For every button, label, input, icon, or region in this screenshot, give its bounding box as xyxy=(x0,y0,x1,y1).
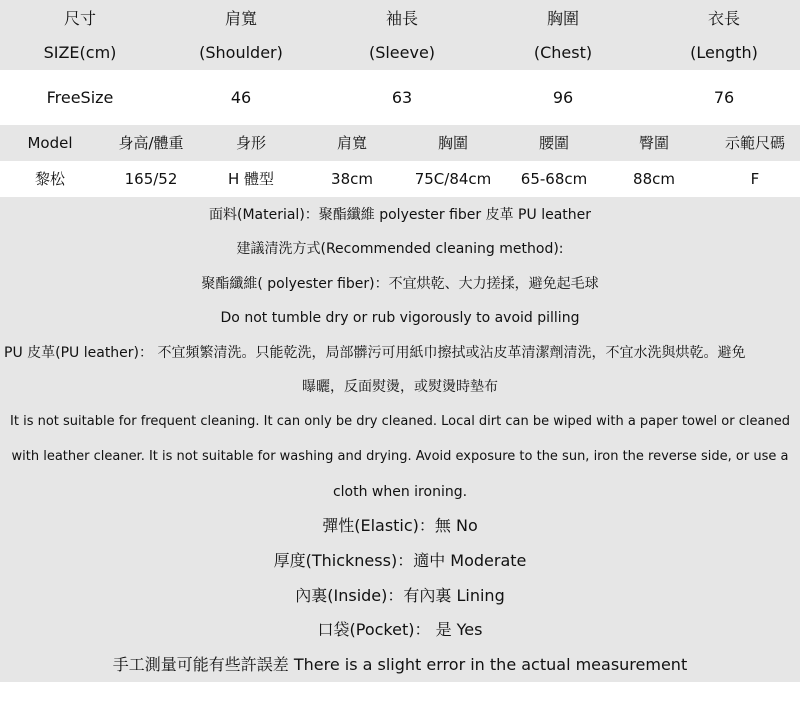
measurement-error-line: 手工測量可能有些許誤差 There is a slight error in the actual measurement xyxy=(112,655,688,674)
size-table-row xyxy=(0,70,800,125)
cleaning-title: 建議清洗方式(Recommended cleaning method): xyxy=(236,241,564,257)
size-header-en-length: (Length) xyxy=(690,43,758,62)
polyester-care-zh: 聚酯纖維( polyester fiber)：不宜烘乾、大力搓揉，避免起毛球 xyxy=(201,276,599,292)
model-cell-body-type: H 體型 xyxy=(227,170,275,188)
pu-care-en-line-3: cloth when ironing. xyxy=(332,484,468,500)
thickness-line: 厚度(Thickness)：適中 Moderate xyxy=(273,551,527,570)
model-cell-hips: 88cm xyxy=(633,170,675,188)
size-header-zh-sleeve: 袖長 xyxy=(385,9,419,28)
pu-care-en-line-1: It is not suitable for frequent cleaning. It can only be dry cleaned. Local dirt can be wiped with a paper towel or cleaned xyxy=(10,414,790,429)
model-header-body-type: 身形 xyxy=(235,134,267,152)
size-cell-sleeve: 63 xyxy=(391,88,413,107)
pocket-line: 口袋(Pocket)： 是 Yes xyxy=(317,620,483,639)
size-table-header xyxy=(0,0,800,70)
size-header-zh-shoulder: 肩寬 xyxy=(224,9,258,28)
model-header-model: Model xyxy=(27,134,73,152)
size-header-zh-length: 衣長 xyxy=(707,9,741,28)
pu-care-zh-line-1: PU 皮革(PU leather)： 不宜頻繁清洗。只能乾洗，局部髒污可用紙巾擦拭或沾皮革清潔劑清洗，不宜水洗與烘乾。避免 xyxy=(4,345,746,361)
size-header-en-shoulder: (Shoulder) xyxy=(199,43,283,62)
size-header-zh-chest: 胸圍 xyxy=(546,9,580,28)
model-header-chest: 胸圍 xyxy=(437,134,469,152)
model-cell-name: 黎松 xyxy=(34,170,66,188)
model-table-row xyxy=(0,161,800,197)
elastic-line: 彈性(Elastic)：無 No xyxy=(322,516,478,535)
size-header-en-chest: (Chest) xyxy=(533,43,593,62)
polyester-care-en: Do not tumble dry or rub vigorously to avoid pilling xyxy=(220,310,580,326)
size-cell-shoulder: 46 xyxy=(230,88,252,107)
model-cell-demo-size: F xyxy=(750,170,760,188)
model-header-hips: 臀圍 xyxy=(638,134,670,152)
size-cell-chest: 96 xyxy=(552,88,574,107)
size-header-en-sleeve: (Sleeve) xyxy=(368,43,436,62)
pu-care-zh-line-2: 曝曬，反面熨燙，或熨燙時墊布 xyxy=(302,379,498,395)
size-cell-length: 76 xyxy=(713,88,735,107)
material-line: 面料(Material)：聚酯纖維 polyester fiber 皮革 PU leather xyxy=(208,207,592,223)
model-cell-waist: 65-68cm xyxy=(520,170,588,188)
inside-line: 內裏(Inside)：有內裏 Lining xyxy=(295,586,505,605)
size-cell-size: FreeSize xyxy=(46,88,114,107)
model-cell-shoulder: 38cm xyxy=(331,170,373,188)
model-header-demo-size: 示範尺碼 xyxy=(724,134,786,152)
model-header-height-weight: 身高/體重 xyxy=(118,134,184,152)
model-cell-height-weight: 165/52 xyxy=(124,170,178,188)
pu-care-en-line-2: with leather cleaner. It is not suitable for washing and drying. Avoid exposure to the sun, iron the reverse side, or use a xyxy=(11,449,789,464)
model-header-waist: 腰圍 xyxy=(538,134,570,152)
model-header-shoulder: 肩寬 xyxy=(336,134,368,152)
model-table-header xyxy=(0,125,800,161)
size-header-zh-size: 尺寸 xyxy=(63,9,97,28)
model-cell-chest: 75C/84cm xyxy=(414,170,492,188)
size-header-en-size: SIZE(cm) xyxy=(43,43,117,62)
care-notes xyxy=(0,197,800,682)
